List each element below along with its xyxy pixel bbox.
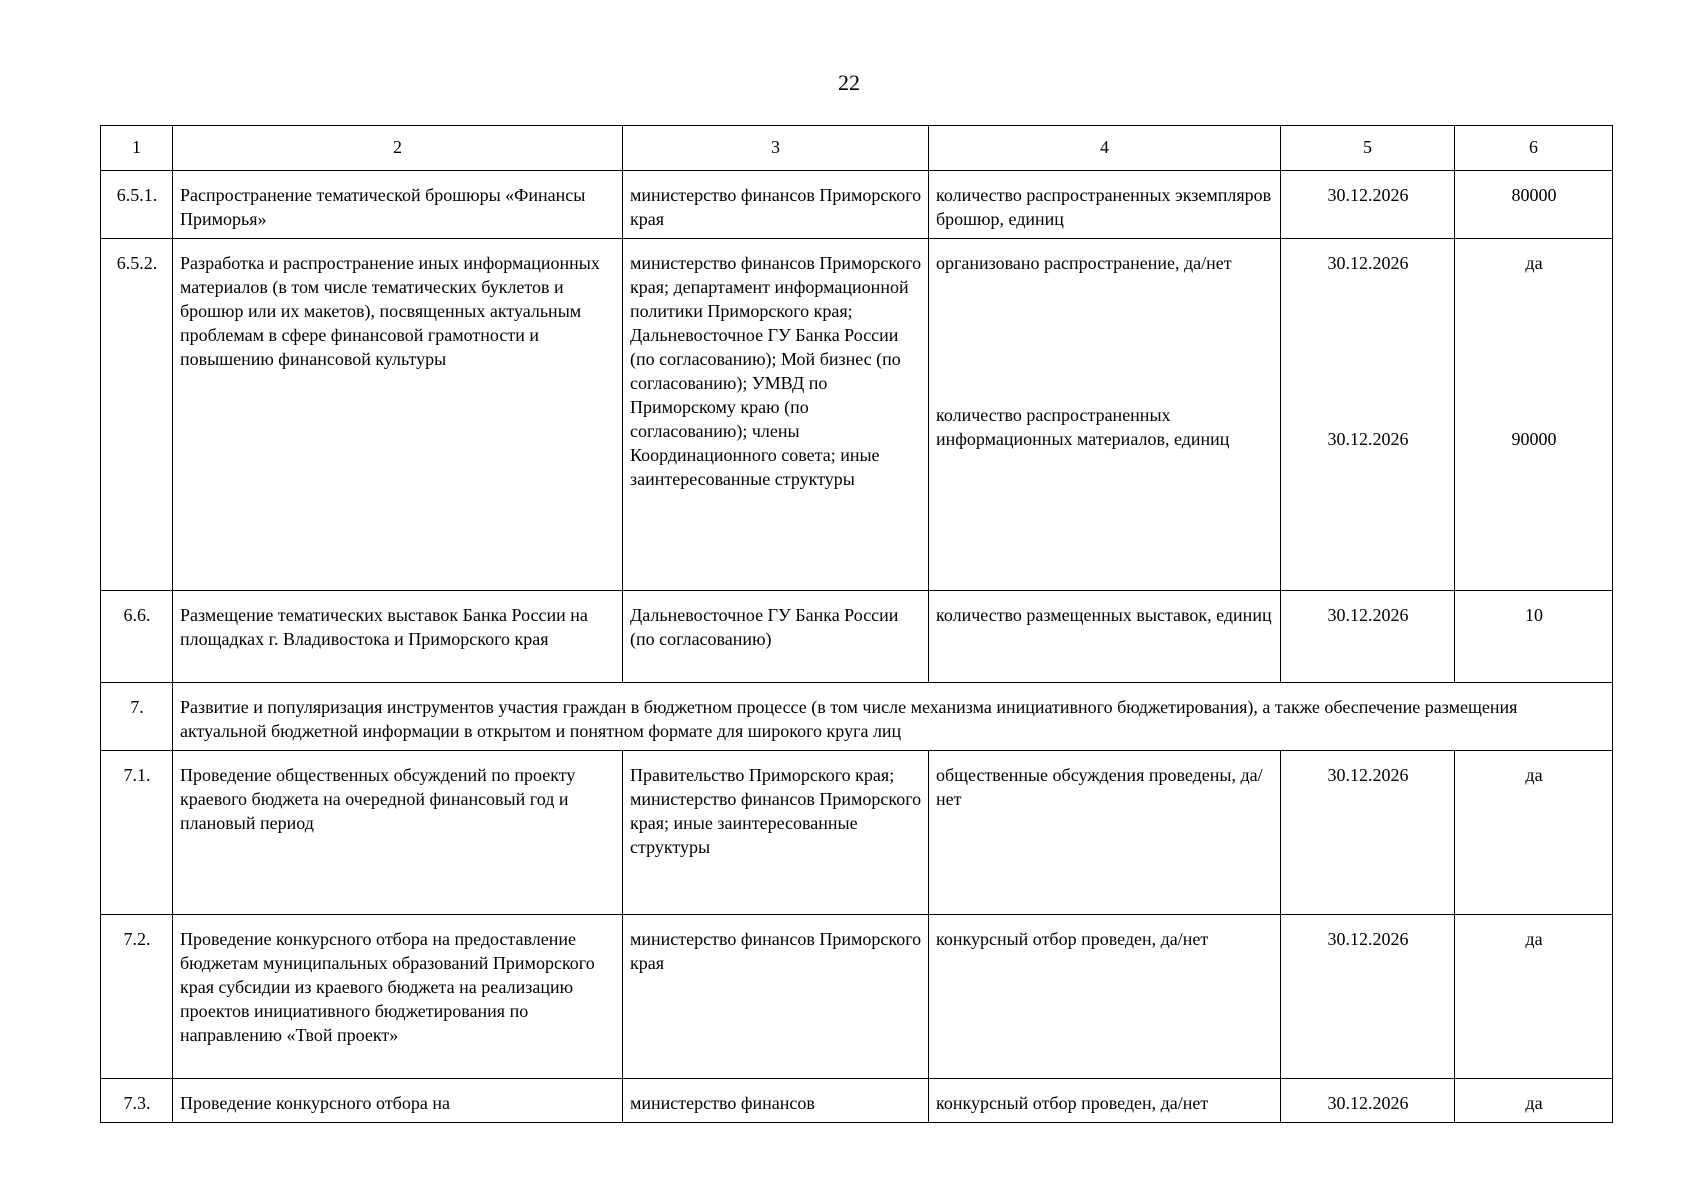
deadline-date-2: 30.12.2026 (1327, 429, 1409, 449)
section-row (101, 683, 1613, 751)
table-row (101, 171, 1613, 239)
deadline-date: 30.12.2026 (1281, 171, 1455, 239)
action-plan-table (100, 125, 1613, 1123)
row-number: 7.1. (101, 751, 173, 915)
page-number: 22 (838, 70, 860, 95)
indicator: количество распространенных экземпляров брошюр, единиц (929, 171, 1281, 239)
activity-title: Распространение тематической брошюры «Финансы Приморья» (173, 171, 623, 239)
table-row (101, 239, 1613, 591)
target-value-cell (1455, 239, 1613, 591)
target-value: да (1455, 751, 1613, 915)
column-number-6: 6 (1455, 126, 1613, 171)
target-value: да (1455, 915, 1613, 1079)
indicator: конкурсный отбор проведен, да/нет (929, 1079, 1281, 1123)
row-number: 7.3. (101, 1079, 173, 1123)
table-row (101, 751, 1613, 915)
target-value: да (1455, 1079, 1613, 1123)
indicator: общественные обсуждения проведены, да/нет (929, 751, 1281, 915)
deadline-date: 30.12.2026 (1281, 915, 1455, 1079)
deadline-date-1: 30.12.2026 (1327, 253, 1409, 273)
column-number-2: 2 (173, 126, 623, 171)
indicator-1: организовано распространение, да/нет (936, 253, 1232, 273)
deadline-cell (1281, 239, 1455, 591)
table-row (101, 1079, 1613, 1123)
executors: Дальневосточное ГУ Банка России (по согласованию) (623, 591, 929, 683)
target-value-1: да (1525, 253, 1543, 273)
row-number: 6.5.2. (101, 239, 173, 591)
table-row (101, 591, 1613, 683)
indicator-2: количество распространенных информационных материалов, единиц (936, 405, 1230, 449)
indicator: количество размещенных выставок, единиц (929, 591, 1281, 683)
row-number: 6.6. (101, 591, 173, 683)
target-value-2: 90000 (1511, 429, 1557, 449)
indicator-spacer (936, 275, 1274, 403)
deadline-date: 30.12.2026 (1281, 1079, 1455, 1123)
activity-title: Разработка и распространение иных информационных материалов (в том числе тематических буклетов и брошюр или их макетов), посвященных актуальным проблемам в сфере финансовой грамотности и повышению финансовой культуры (173, 239, 623, 591)
indicator-cell (929, 239, 1281, 591)
target-spacer (1462, 275, 1606, 427)
target-value: 80000 (1455, 171, 1613, 239)
column-number-3: 3 (623, 126, 929, 171)
deadline-spacer (1288, 275, 1448, 427)
executors: министерство финансов Приморского края (623, 171, 929, 239)
activity-title: Проведение конкурсного отбора на предоставление бюджетам муниципальных образований Приморского края субсидии из краевого бюджета на реализацию проектов инициативного бюджетирования по направлению «Твой проект» (173, 915, 623, 1079)
activity-title: Проведение конкурсного отбора на (173, 1079, 623, 1123)
executors: министерство финансов (623, 1079, 929, 1123)
executors: министерство финансов Приморского края; департамент информационной политики Приморского края; Дальневосточное ГУ Банка России (по согласованию); Мой бизнес (по согласованию); УМВД по Приморскому краю (по согласованию); члены Координационного совета; иные заинтересованные структуры (623, 239, 929, 591)
column-number-row (101, 126, 1613, 171)
row-number: 7.2. (101, 915, 173, 1079)
deadline-date: 30.12.2026 (1281, 591, 1455, 683)
column-number-1: 1 (101, 126, 173, 171)
column-number-5: 5 (1281, 126, 1455, 171)
section-title: Развитие и популяризация инструментов участия граждан в бюджетном процессе (в том числе механизма инициативного бюджетирования), а также обеспечение размещения актуальной бюджетной информации в открытом и понятном формате для широкого круга лиц (173, 683, 1613, 751)
row-number: 6.5.1. (101, 171, 173, 239)
section-number: 7. (101, 683, 173, 751)
deadline-date: 30.12.2026 (1281, 751, 1455, 915)
column-number-4: 4 (929, 126, 1281, 171)
executors: Правительство Приморского края; министерство финансов Приморского края; иные заинтересованные структуры (623, 751, 929, 915)
activity-title: Проведение общественных обсуждений по проекту краевого бюджета на очередной финансовый год и плановый период (173, 751, 623, 915)
target-value: 10 (1455, 591, 1613, 683)
indicator: конкурсный отбор проведен, да/нет (929, 915, 1281, 1079)
executors: министерство финансов Приморского края (623, 915, 929, 1079)
table-row (101, 915, 1613, 1079)
activity-title: Размещение тематических выставок Банка России на площадках г. Владивостока и Приморского края (173, 591, 623, 683)
